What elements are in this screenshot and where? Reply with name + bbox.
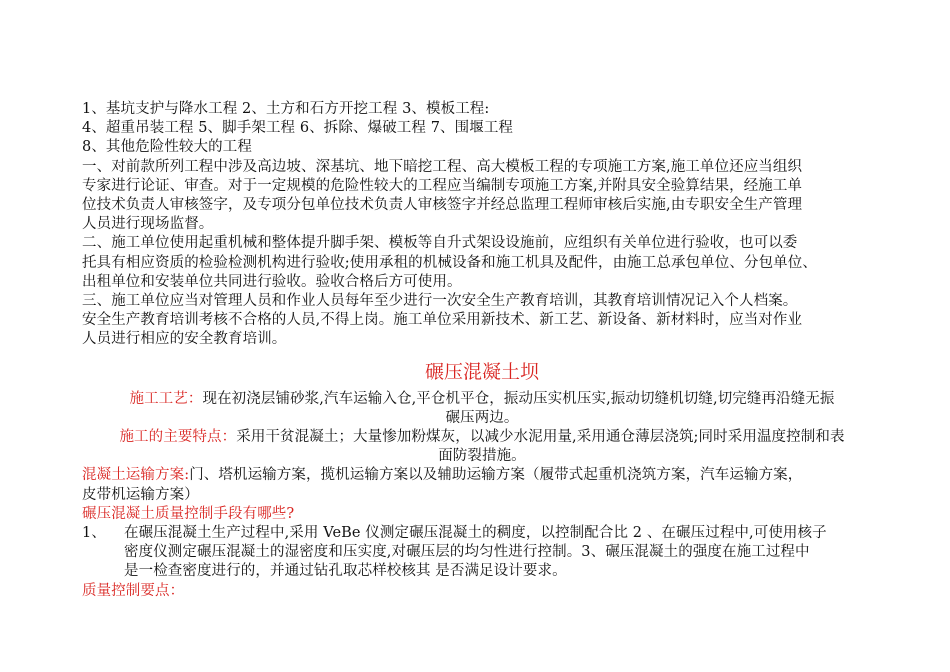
paragraph-2 (82, 234, 882, 292)
transport-line-1 (82, 466, 882, 485)
list-line-2: 4、超重吊装工程 5、脚手架工程 6、拆除、爆破工程 7、围堰工程 (82, 120, 514, 137)
quality-item-line: 密度仪测定碾压混凝土的湿密度和压实度,对碾压层的均匀性进行控制。3、碾压混凝土的强度在施工过程中 (124, 544, 810, 561)
quality-question: 碾压混凝土质量控制手段有哪些? (82, 505, 295, 522)
paragraph-2-line: 出租单位和安装单位共同进行验收。验收合格后方可使用。 (82, 273, 462, 290)
transport-label: 混凝土运输方案: (82, 467, 190, 484)
paragraph-2-line: 二、施工单位使用起重机械和整体提升脚手架、模板等自升式架设设施前，应组织有关单位进行验收，也可以委 (82, 235, 798, 252)
features-line-2: 面防裂措施。 (438, 448, 526, 465)
process-label: 施工工艺： (129, 390, 203, 407)
paragraph-1-line: 人员进行现场监督。 (82, 216, 214, 233)
paragraph-1-line: 一、对前款所列工程中涉及高边坡、深基坑、地下暗挖工程、高大模板工程的专项施工方案,施工单位还应当组织 (82, 158, 803, 175)
list-line-1: 1、基坑支护与降水工程 2、土方和石方开挖工程 3、模板工程: (82, 101, 490, 117)
paragraph-1-line: 专家进行论证、审查。对于一定规模的危险性较大的工程应当编制专项施工方案,并附具安全验算结果，经施工单 (82, 177, 803, 194)
list-line-3: 8、其他危险性较大的工程 (82, 139, 252, 156)
quality-item (82, 524, 882, 582)
features-line-1 (82, 428, 882, 447)
paragraph-3 (82, 292, 882, 350)
paragraph-3-line: 人员进行相应的安全教育培训。 (82, 331, 287, 348)
features-text: 采用干贫混凝土；大量惨加粉煤灰，以减少水泥用量,采用通仓薄层浇筑;同时采用温度控制和表 (236, 429, 845, 446)
quality-item-number: 1、 (82, 525, 106, 542)
quality-item-line: 是一检查密度进行的，并通过钻孔取芯样校核其 是否满足设计要求。 (124, 563, 567, 580)
transport-line-2: 皮带机运输方案） (82, 486, 199, 503)
paragraph-3-line: 安全生产教育培训考核不合格的人员,不得上岗。施工单位采用新技术、新工艺、新设备、新材料时，应当对作业 (82, 312, 803, 329)
process-line-2: 碾压两边。 (445, 409, 519, 426)
control-points-label: 质量控制要点： (82, 582, 185, 599)
process-text: 现在初浇层铺砂浆,汽车运输入仓,平仓机平仓，振动压实机压实,振动切缝机切缝,切完缝再沿缝无振 (202, 390, 835, 407)
paragraph-3-line: 三、施工单位应当对管理人员和作业人员每年至少进行一次安全生产教育培训，其教育培训情况记入个人档案。 (82, 293, 798, 310)
document-page (82, 100, 882, 601)
paragraph-1-line: 位技术负责人审核签字，及专项分包单位技术负责人审核签字并经总监理工程师审核后实施,由专职安全生产管理 (82, 197, 803, 214)
transport-text: 门、塔机运输方案，揽机运输方案以及辅助运输方案（履带式起重机浇筑方案，汽车运输方案， (189, 467, 803, 484)
process-line-1 (82, 390, 882, 409)
quality-item-line: 在碾压混凝土生产过程中,采用 VeBe 仪测定碾压混凝土的稠度，以控制配合比 2 、在碾压过程中,可使用核子 (124, 525, 827, 542)
paragraph-2-line: 托具有相应资质的检验检测机构进行验收;使用承租的机械设备和施工机具及配件，由施工总承包单位、分包单位、 (82, 254, 817, 271)
section-title: 碾压混凝土坝 (424, 360, 539, 383)
paragraph-1 (82, 158, 882, 235)
features-label: 施工的主要特点： (119, 429, 237, 446)
